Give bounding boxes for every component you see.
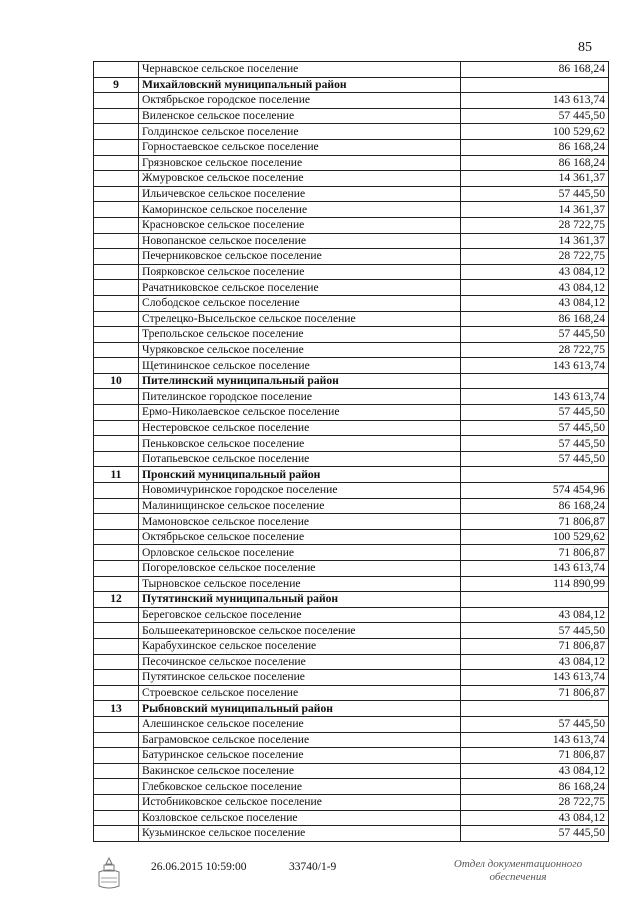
row-number-cell xyxy=(94,670,139,686)
row-number-cell xyxy=(94,826,139,842)
district-header-row xyxy=(94,701,609,717)
row-number-cell xyxy=(94,171,139,187)
amount-cell: 43 084,12 xyxy=(461,654,609,670)
amount-cell: 86 168,24 xyxy=(461,139,609,155)
amount-cell: 143 613,74 xyxy=(461,93,609,109)
table-row xyxy=(94,685,609,701)
table-row xyxy=(94,623,609,639)
amount-cell: 43 084,12 xyxy=(461,264,609,280)
amount-cell: 43 084,12 xyxy=(461,280,609,296)
settlement-name-cell: Большеекатериновское сельское поселение xyxy=(139,623,461,639)
amount-cell: 143 613,74 xyxy=(461,358,609,374)
table-row xyxy=(94,389,609,405)
settlement-name-cell: Октябрьское городское поселение xyxy=(139,93,461,109)
amount-cell: 574 454,96 xyxy=(461,483,609,499)
row-number-cell: 11 xyxy=(94,467,139,483)
amount-cell: 43 084,12 xyxy=(461,607,609,623)
table-row xyxy=(94,561,609,577)
row-number-cell xyxy=(94,451,139,467)
table-row xyxy=(94,155,609,171)
row-number-cell xyxy=(94,436,139,452)
amount-cell: 43 084,12 xyxy=(461,295,609,311)
settlement-name-cell: Трепольское сельское поселение xyxy=(139,327,461,343)
settlement-name-cell: Поярковское сельское поселение xyxy=(139,264,461,280)
footer-department-line2: обеспечения xyxy=(489,871,547,883)
amount-cell: 43 084,12 xyxy=(461,810,609,826)
amount-cell: 57 445,50 xyxy=(461,405,609,421)
settlement-name-cell: Рачатниковское сельское поселение xyxy=(139,280,461,296)
amount-cell: 57 445,50 xyxy=(461,623,609,639)
district-name-cell: Михайловский муниципальный район xyxy=(139,77,461,93)
amount-cell: 57 445,50 xyxy=(461,327,609,343)
amount-cell: 86 168,24 xyxy=(461,779,609,795)
settlement-name-cell: Новопанское сельское поселение xyxy=(139,233,461,249)
table-body xyxy=(94,62,609,842)
table-row xyxy=(94,748,609,764)
registry-stamp-icon xyxy=(96,856,122,890)
row-number-cell xyxy=(94,93,139,109)
row-number-cell xyxy=(94,779,139,795)
table-row xyxy=(94,763,609,779)
row-number-cell xyxy=(94,327,139,343)
district-header-row xyxy=(94,373,609,389)
settlement-name-cell: Песочинское сельское поселение xyxy=(139,654,461,670)
settlement-name-cell: Вакинское сельское поселение xyxy=(139,763,461,779)
table-row xyxy=(94,186,609,202)
district-header-row xyxy=(94,592,609,608)
row-number-cell xyxy=(94,249,139,265)
table-row xyxy=(94,124,609,140)
row-number-cell xyxy=(94,155,139,171)
amount-cell: 57 445,50 xyxy=(461,826,609,842)
row-number-cell xyxy=(94,545,139,561)
settlement-name-cell: Глебковское сельское поселение xyxy=(139,779,461,795)
row-number-cell xyxy=(94,405,139,421)
amount-cell: 86 168,24 xyxy=(461,155,609,171)
settlement-name-cell: Каморинское сельское поселение xyxy=(139,202,461,218)
settlement-name-cell: Грязновское сельское поселение xyxy=(139,155,461,171)
amount-cell: 143 613,74 xyxy=(461,389,609,405)
row-number-cell xyxy=(94,389,139,405)
footer-department-line1: Отдел документационного xyxy=(453,858,583,870)
row-number-cell xyxy=(94,217,139,233)
row-number-cell xyxy=(94,732,139,748)
settlement-name-cell: Стрелецко-Высельское сельское поселение xyxy=(139,311,461,327)
row-number-cell xyxy=(94,139,139,155)
amount-cell: 57 445,50 xyxy=(461,108,609,124)
amount-cell: 143 613,74 xyxy=(461,561,609,577)
table-row xyxy=(94,217,609,233)
settlement-name-cell: Чуряковское сельское поселение xyxy=(139,342,461,358)
table-row xyxy=(94,716,609,732)
amount-cell: 71 806,87 xyxy=(461,638,609,654)
table-row xyxy=(94,529,609,545)
row-number-cell xyxy=(94,233,139,249)
row-number-cell xyxy=(94,638,139,654)
table-row xyxy=(94,732,609,748)
settlement-name-cell: Горностаевское сельское поселение xyxy=(139,139,461,155)
footer-department xyxy=(448,858,588,884)
amount-cell xyxy=(461,77,609,93)
row-number-cell: 13 xyxy=(94,701,139,717)
row-number-cell xyxy=(94,794,139,810)
row-number-cell xyxy=(94,576,139,592)
amount-cell: 71 806,87 xyxy=(461,685,609,701)
settlement-name-cell: Карабухинское сельское поселение xyxy=(139,638,461,654)
row-number-cell xyxy=(94,280,139,296)
table-row xyxy=(94,545,609,561)
district-name-cell: Пителинский муниципальный район xyxy=(139,373,461,389)
row-number-cell xyxy=(94,810,139,826)
table-row xyxy=(94,483,609,499)
amount-cell: 57 445,50 xyxy=(461,716,609,732)
row-number-cell xyxy=(94,264,139,280)
settlement-name-cell: Жмуровское сельское поселение xyxy=(139,171,461,187)
table-row xyxy=(94,327,609,343)
settlement-name-cell: Пителинское городское поселение xyxy=(139,389,461,405)
amount-cell: 143 613,74 xyxy=(461,670,609,686)
footer-document-code: 33740/1-9 xyxy=(289,861,337,873)
table-row xyxy=(94,420,609,436)
settlement-name-cell: Береговское сельское поселение xyxy=(139,607,461,623)
amount-cell: 28 722,75 xyxy=(461,342,609,358)
table-row xyxy=(94,810,609,826)
table-row xyxy=(94,108,609,124)
settlement-name-cell: Потапьевское сельское поселение xyxy=(139,451,461,467)
amount-cell: 143 613,74 xyxy=(461,732,609,748)
amount-cell: 43 084,12 xyxy=(461,763,609,779)
amount-cell xyxy=(461,701,609,717)
table-row xyxy=(94,826,609,842)
amount-cell: 57 445,50 xyxy=(461,186,609,202)
table-row xyxy=(94,779,609,795)
table-row xyxy=(94,93,609,109)
settlement-name-cell: Кузьминское сельское поселение xyxy=(139,826,461,842)
row-number-cell xyxy=(94,202,139,218)
settlement-name-cell: Мамоновское сельское поселение xyxy=(139,514,461,530)
row-number-cell: 9 xyxy=(94,77,139,93)
amount-cell: 86 168,24 xyxy=(461,311,609,327)
settlement-name-cell: Виленское сельское поселение xyxy=(139,108,461,124)
row-number-cell xyxy=(94,62,139,78)
table-row xyxy=(94,295,609,311)
row-number-cell xyxy=(94,561,139,577)
row-number-cell xyxy=(94,124,139,140)
table-row xyxy=(94,498,609,514)
row-number-cell xyxy=(94,420,139,436)
settlement-name-cell: Истобниковское сельское поселение xyxy=(139,794,461,810)
table-row xyxy=(94,139,609,155)
settlement-name-cell: Печерниковское сельское поселение xyxy=(139,249,461,265)
table-row xyxy=(94,514,609,530)
settlement-name-cell: Слободское сельское поселение xyxy=(139,295,461,311)
amount-cell xyxy=(461,373,609,389)
settlement-name-cell: Орловское сельское поселение xyxy=(139,545,461,561)
row-number-cell xyxy=(94,311,139,327)
table-row xyxy=(94,638,609,654)
amount-cell: 28 722,75 xyxy=(461,217,609,233)
row-number-cell xyxy=(94,748,139,764)
amount-cell: 86 168,24 xyxy=(461,498,609,514)
row-number-cell xyxy=(94,342,139,358)
row-number-cell xyxy=(94,529,139,545)
table-row xyxy=(94,607,609,623)
table-row xyxy=(94,405,609,421)
amount-cell xyxy=(461,467,609,483)
settlement-name-cell: Октябрьское сельское поселение xyxy=(139,529,461,545)
settlement-name-cell: Новомичуринское городское поселение xyxy=(139,483,461,499)
amount-cell: 100 529,62 xyxy=(461,529,609,545)
row-number-cell xyxy=(94,685,139,701)
district-header-row xyxy=(94,467,609,483)
table-row xyxy=(94,358,609,374)
allocation-table xyxy=(93,61,609,842)
settlement-name-cell: Путятинское сельское поселение xyxy=(139,670,461,686)
page-number: 85 xyxy=(578,40,592,55)
amount-cell: 28 722,75 xyxy=(461,249,609,265)
row-number-cell xyxy=(94,654,139,670)
amount-cell: 71 806,87 xyxy=(461,748,609,764)
amount-cell: 71 806,87 xyxy=(461,514,609,530)
settlement-name-cell: Тырновское сельское поселение xyxy=(139,576,461,592)
amount-cell: 71 806,87 xyxy=(461,545,609,561)
row-number-cell: 10 xyxy=(94,373,139,389)
settlement-name-cell: Ермо-Николаевское сельское поселение xyxy=(139,405,461,421)
table-row xyxy=(94,654,609,670)
amount-cell: 100 529,62 xyxy=(461,124,609,140)
row-number-cell xyxy=(94,498,139,514)
settlement-name-cell: Ильичевское сельское поселение xyxy=(139,186,461,202)
amount-cell: 86 168,24 xyxy=(461,62,609,78)
row-number-cell xyxy=(94,763,139,779)
row-number-cell xyxy=(94,186,139,202)
settlement-name-cell: Нестеровское сельское поселение xyxy=(139,420,461,436)
row-number-cell xyxy=(94,483,139,499)
settlement-name-cell: Алешинское сельское поселение xyxy=(139,716,461,732)
footer-datetime: 26.06.2015 10:59:00 xyxy=(151,861,247,873)
amount-cell: 57 445,50 xyxy=(461,420,609,436)
settlement-name-cell: Строевское сельское поселение xyxy=(139,685,461,701)
table-row xyxy=(94,436,609,452)
table-row xyxy=(94,451,609,467)
settlement-name-cell: Козловское сельское поселение xyxy=(139,810,461,826)
settlement-name-cell: Баграмовское сельское поселение xyxy=(139,732,461,748)
district-name-cell: Пронский муниципальный район xyxy=(139,467,461,483)
table-row xyxy=(94,202,609,218)
amount-cell: 57 445,50 xyxy=(461,436,609,452)
settlement-name-cell: Чернавское сельское поселение xyxy=(139,62,461,78)
table-row xyxy=(94,576,609,592)
amount-cell: 14 361,37 xyxy=(461,233,609,249)
district-name-cell: Путятинский муниципальный район xyxy=(139,592,461,608)
table-row xyxy=(94,171,609,187)
table-row xyxy=(94,670,609,686)
district-name-cell: Рыбновский муниципальный район xyxy=(139,701,461,717)
settlement-name-cell: Красновское сельское поселение xyxy=(139,217,461,233)
table-row xyxy=(94,62,609,78)
settlement-name-cell: Малинищинское сельское поселение xyxy=(139,498,461,514)
amount-cell: 28 722,75 xyxy=(461,794,609,810)
row-number-cell xyxy=(94,108,139,124)
settlement-name-cell: Батуринское сельское поселение xyxy=(139,748,461,764)
settlement-name-cell: Пеньковское сельское поселение xyxy=(139,436,461,452)
settlement-name-cell: Погореловское сельское поселение xyxy=(139,561,461,577)
amount-cell: 14 361,37 xyxy=(461,202,609,218)
table-row xyxy=(94,311,609,327)
page-footer xyxy=(0,856,640,896)
amount-cell xyxy=(461,592,609,608)
table-row xyxy=(94,342,609,358)
settlement-name-cell: Щетининское сельское поселение xyxy=(139,358,461,374)
row-number-cell xyxy=(94,295,139,311)
row-number-cell xyxy=(94,623,139,639)
amount-cell: 114 890,99 xyxy=(461,576,609,592)
row-number-cell: 12 xyxy=(94,592,139,608)
district-header-row xyxy=(94,77,609,93)
row-number-cell xyxy=(94,514,139,530)
table-row xyxy=(94,794,609,810)
row-number-cell xyxy=(94,607,139,623)
table-row xyxy=(94,264,609,280)
settlement-name-cell: Голдинское сельское поселение xyxy=(139,124,461,140)
amount-cell: 57 445,50 xyxy=(461,451,609,467)
row-number-cell xyxy=(94,716,139,732)
table-row xyxy=(94,280,609,296)
table-row xyxy=(94,233,609,249)
row-number-cell xyxy=(94,358,139,374)
amount-cell: 14 361,37 xyxy=(461,171,609,187)
table-row xyxy=(94,249,609,265)
